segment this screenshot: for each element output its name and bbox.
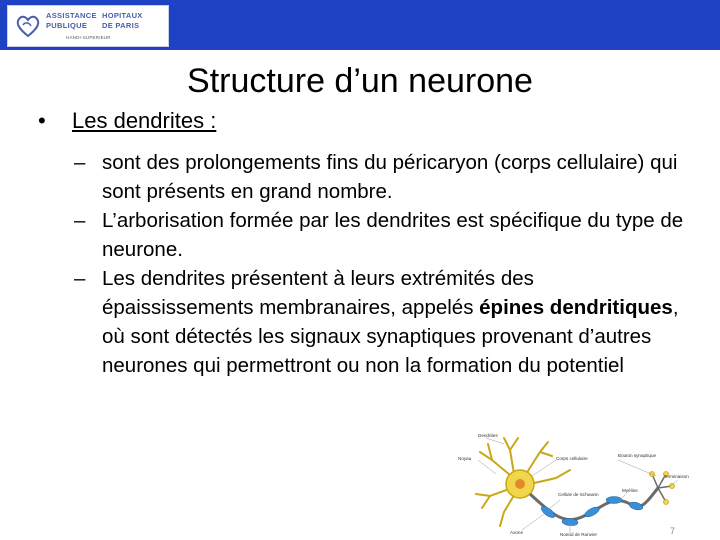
sub-bullet-3 xyxy=(74,264,684,380)
logo-text-hopitaux: HOPITAUX xyxy=(102,11,143,20)
logo-text-de-paris: DE PARIS xyxy=(102,21,140,30)
logo-subline: HANDI-SUPERIEUR xyxy=(66,35,111,40)
dash-marker: – xyxy=(74,267,86,290)
sub-bullet-text-start: Les dendrites présentent à leurs extrémités des épaississements membranaires, appelés xyxy=(102,267,534,319)
label-corps-cellulaire: Corps cellulaire xyxy=(556,456,588,461)
label-dendrites: Dendrites xyxy=(478,433,498,438)
nucleus xyxy=(515,479,525,489)
bullet-marker: • xyxy=(38,108,46,133)
dash-marker: – xyxy=(74,209,86,232)
label-cellule-de-schwann: Cellule de Schwann xyxy=(558,492,599,497)
sub-bullet-text: L’arborisation formée par les dendrites est spécifique du type de neurone. xyxy=(102,209,684,261)
dash-marker: – xyxy=(74,151,86,174)
bullet-label: Les dendrites : xyxy=(72,108,217,133)
sub-bullet-list xyxy=(74,148,684,380)
label-bouton-synaptique: Bouton synaptique xyxy=(618,453,657,458)
sub-bullet-1 xyxy=(74,148,684,206)
label-myeline: Myéline xyxy=(622,488,638,493)
sub-bullet-text: sont des prolongements fins du péricaryon (corps cellulaire) qui sont présents en grand nombre. xyxy=(102,151,678,203)
page-number: 7 xyxy=(670,526,676,536)
logo-text-publique: PUBLIQUE xyxy=(46,21,88,30)
label-noyau: Noyau xyxy=(458,456,472,461)
heart-logo-icon xyxy=(14,12,42,40)
bold-term-epines-dendritiques: épines dendritiques xyxy=(479,296,673,319)
sub-bullet-2 xyxy=(74,206,684,264)
logo-text-assistance: ASSISTANCE xyxy=(46,11,97,20)
label-axone: Axone xyxy=(510,530,524,535)
aphp-logo xyxy=(7,5,169,47)
slide-title: Structure d’un neurone xyxy=(187,62,533,100)
neuron-diagram xyxy=(452,430,690,538)
myelin-sheaths xyxy=(540,497,644,527)
label-noeud-de-ranvier: Noeud de Ranvier xyxy=(560,532,598,537)
sub-bullet-text-end: , où sont détectés les signaux synaptiques provenant d’autres neurones qui permettront ou non la formation du potentiel xyxy=(102,296,679,377)
header-bar xyxy=(0,0,720,50)
label-terminaison: Terminaison xyxy=(664,474,689,479)
